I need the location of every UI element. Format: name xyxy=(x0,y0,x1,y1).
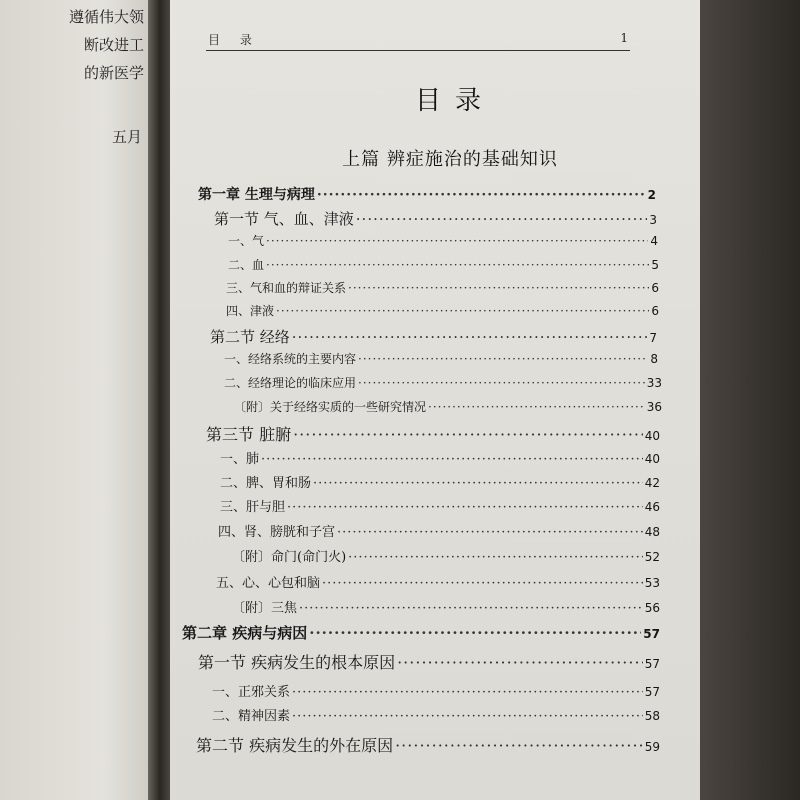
toc-leader xyxy=(317,187,646,203)
toc-label: 第一节 疾病发生的根本原因 xyxy=(198,653,396,672)
toc-leader xyxy=(348,550,643,565)
previous-page-line: 断改进工 xyxy=(83,36,144,54)
toc-leader xyxy=(358,376,645,390)
toc-page: 46 xyxy=(644,500,660,514)
previous-page-line: 五月 xyxy=(112,128,143,146)
toc-leader xyxy=(395,736,643,755)
toc-label: 三、肝与胆 xyxy=(220,500,286,515)
toc-page: 56 xyxy=(644,601,660,615)
toc-label: 一、正邪关系 xyxy=(212,685,291,700)
toc-label: 一、气 xyxy=(228,234,265,248)
toc-label: 三、气和血的辩证关系 xyxy=(226,281,347,295)
toc-leader xyxy=(293,425,643,444)
toc-page: 6 xyxy=(651,281,659,295)
toc-leader xyxy=(292,709,643,724)
toc-page: 52 xyxy=(644,550,660,564)
toc-entry xyxy=(198,650,660,673)
toc-leader xyxy=(322,576,643,591)
toc-label: 二、经络理论的临床应用 xyxy=(224,376,357,390)
toc-leader xyxy=(358,352,648,366)
toc-page: 6 xyxy=(651,304,659,318)
toc-entry xyxy=(228,256,659,273)
toc-entry xyxy=(210,326,657,347)
toc-entry xyxy=(228,232,658,249)
toc-page: 4 xyxy=(650,234,658,248)
toc-entry xyxy=(220,448,660,467)
toc-label: 第一节 气、血、津液 xyxy=(214,210,354,228)
toc-page: 8 xyxy=(650,352,658,366)
toc-leader xyxy=(309,624,641,642)
toc-label: 第二节 疾病发生的外在原因 xyxy=(196,736,394,755)
toc-entry xyxy=(212,705,660,724)
toc-page: 40 xyxy=(644,452,660,466)
toc-entry xyxy=(218,521,660,540)
toc-label: 〔附〕三焦 xyxy=(232,601,298,616)
toc-label: 二、精神因素 xyxy=(212,709,291,724)
toc-label: 四、津液 xyxy=(226,304,275,318)
toc-page: 7 xyxy=(649,331,657,345)
toc-leader xyxy=(337,525,643,540)
toc-entry xyxy=(182,622,660,643)
toc-label: 〔附〕命门(命门火) xyxy=(232,550,347,565)
toc-leader xyxy=(266,234,648,248)
toc-leader xyxy=(299,601,643,616)
toc-page: 2 xyxy=(647,188,656,202)
toc-leader xyxy=(287,500,643,515)
toc-page: 59 xyxy=(644,740,660,754)
toc-page: 57 xyxy=(643,627,660,641)
previous-page xyxy=(0,0,148,800)
toc-leader xyxy=(276,304,649,318)
toc-entry xyxy=(216,572,660,591)
toc-label: 第一章 生理与病理 xyxy=(198,187,315,203)
toc-page: 57 xyxy=(644,685,660,699)
toc-leader xyxy=(428,400,645,414)
toc-label: 二、血 xyxy=(228,258,265,272)
toc-leader xyxy=(261,452,643,467)
toc-entry xyxy=(214,208,657,229)
toc-label: 〔附〕关于经络实质的一些研究情况 xyxy=(234,400,427,414)
toc-entry xyxy=(220,496,660,515)
toc-label: 第二节 经络 xyxy=(210,328,290,346)
toc-label: 二、脾、胃和肠 xyxy=(220,476,312,491)
contents-page xyxy=(170,0,700,800)
toc-page: 33 xyxy=(646,376,662,390)
toc-entry xyxy=(234,398,662,415)
toc-page: 57 xyxy=(644,657,660,671)
previous-page-line: 遵循伟大领 xyxy=(68,8,144,26)
toc-entry xyxy=(226,302,659,319)
toc-page: 40 xyxy=(644,429,660,443)
toc-leader xyxy=(292,685,643,700)
background-surface xyxy=(700,0,800,800)
running-head-page-number: 1 xyxy=(620,31,628,45)
toc-entry xyxy=(224,350,658,367)
toc-leader xyxy=(313,476,643,491)
toc-leader xyxy=(397,653,643,672)
toc-label: 第二章 疾病与病因 xyxy=(182,624,308,642)
toc-entry xyxy=(232,597,660,616)
toc-page: 48 xyxy=(644,525,660,539)
toc-leader xyxy=(292,328,648,346)
running-head-label: 目 录 xyxy=(208,33,260,47)
toc-label: 四、肾、膀胱和子宫 xyxy=(218,525,336,540)
toc-page: 58 xyxy=(644,709,660,723)
toc-leader xyxy=(356,210,648,228)
toc-entry xyxy=(220,472,660,491)
toc-entry xyxy=(232,546,660,565)
toc-label: 一、经络系统的主要内容 xyxy=(224,352,357,366)
toc-entry xyxy=(198,184,656,204)
toc-leader xyxy=(348,281,649,295)
toc-page: 5 xyxy=(651,258,659,272)
part-title: 上篇 辨症施治的基础知识 xyxy=(342,149,558,170)
toc-entry xyxy=(196,733,660,756)
toc-label: 第三节 脏腑 xyxy=(206,425,292,444)
page-title: 目录 xyxy=(414,86,495,116)
toc-label: 五、心、心包和脑 xyxy=(216,576,321,591)
toc-entry xyxy=(212,681,660,700)
toc-entry xyxy=(224,374,662,391)
previous-page-line: 的新医学 xyxy=(83,64,144,82)
toc-page: 3 xyxy=(649,213,657,227)
toc-entry xyxy=(206,422,660,445)
toc-label: 一、肺 xyxy=(220,452,260,467)
table-of-contents xyxy=(170,0,700,800)
toc-page: 53 xyxy=(644,576,660,590)
toc-page: 42 xyxy=(644,476,660,490)
toc-entry xyxy=(226,279,659,296)
toc-leader xyxy=(266,258,649,272)
toc-page: 36 xyxy=(646,400,662,414)
